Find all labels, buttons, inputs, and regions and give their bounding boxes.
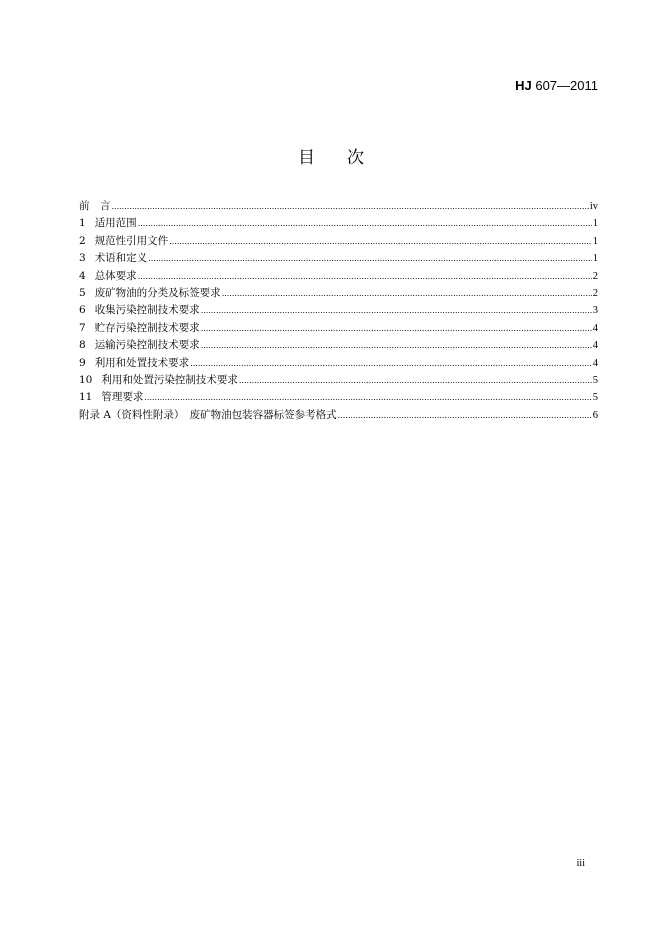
toc-entry-label: 利用和处置技术要求 (94, 356, 190, 369)
toc-entry-page: 1 (592, 235, 598, 247)
toc-entry-page: 2 (592, 270, 598, 282)
toc-entry-9[interactable] (79, 355, 598, 372)
table-of-contents (79, 198, 598, 424)
toc-entry-page: 6 (592, 409, 598, 421)
toc-entry-8[interactable] (79, 337, 598, 354)
toc-entry-label: 前 言 (79, 200, 111, 212)
toc-leader-dots (201, 337, 592, 354)
toc-entry-label: 收集污染控制技术要求 (94, 304, 200, 317)
toc-leader-dots (138, 215, 592, 232)
toc-leader-dots (112, 198, 589, 215)
toc-entry-1[interactable] (79, 215, 598, 232)
toc-entry-2[interactable] (79, 233, 598, 250)
toc-entry-label: 适用范围 (94, 217, 137, 230)
toc-entry-6[interactable] (79, 302, 598, 319)
toc-entry-number: 5 (79, 286, 86, 299)
toc-entry-number: 8 (79, 339, 86, 352)
toc-entry-number: 9 (79, 356, 86, 369)
toc-entry-11[interactable] (79, 389, 598, 406)
toc-leader-dots (138, 268, 592, 285)
toc-entry-page: 5 (592, 374, 598, 386)
toc-leader-dots (201, 302, 592, 319)
toc-entry-10[interactable] (79, 372, 598, 389)
toc-entry-page: 1 (592, 218, 598, 230)
toc-entry-number: 3 (79, 252, 86, 265)
toc-entry-label: 附录 A（资料性附录） 废矿物油包装容器标签参考格式 (79, 408, 337, 421)
toc-entry-appendix-a[interactable] (79, 407, 598, 424)
toc-entry-page: 4 (592, 357, 598, 369)
toc-entry-page: 3 (592, 305, 598, 317)
toc-entry-label: 规范性引用文件 (94, 234, 169, 247)
page-title: 目次 (298, 148, 396, 168)
toc-entry-foreword[interactable] (79, 198, 598, 215)
toc-entry-5[interactable] (79, 285, 598, 302)
toc-leader-dots (144, 389, 591, 406)
toc-entry-3[interactable] (79, 250, 598, 267)
toc-entry-page: 2 (592, 287, 598, 299)
standard-number: 607—2011 (535, 78, 598, 93)
toc-leader-dots (201, 320, 592, 337)
toc-leader-dots (169, 233, 592, 250)
toc-entry-number: 2 (79, 234, 86, 247)
toc-entry-label: 运输污染控制技术要求 (94, 339, 200, 352)
page-number: iii (576, 858, 585, 869)
toc-entry-number: 11 (79, 391, 93, 404)
toc-entry-label: 管理要求 (101, 391, 144, 404)
toc-leader-dots (239, 372, 592, 389)
toc-entry-page: 1 (592, 253, 598, 265)
toc-entry-page: 4 (592, 340, 598, 352)
toc-entry-label: 术语和定义 (94, 252, 148, 265)
toc-entry-4[interactable] (79, 268, 598, 285)
toc-entry-number: 4 (79, 269, 86, 282)
toc-leader-dots (148, 250, 592, 267)
toc-entry-page: 5 (592, 392, 598, 404)
toc-entry-label: 贮存污染控制技术要求 (94, 321, 200, 334)
toc-leader-dots (222, 285, 592, 302)
toc-entry-label: 总体要求 (94, 269, 137, 282)
toc-entry-number: 7 (79, 321, 86, 334)
toc-entry-page: 4 (592, 322, 598, 334)
toc-entry-number: 1 (79, 217, 86, 230)
standard-code: HJ (515, 78, 532, 93)
toc-entry-number: 6 (79, 304, 86, 317)
document-code-header (515, 78, 598, 93)
toc-entry-label: 废矿物油的分类及标签要求 (94, 286, 221, 299)
toc-entry-page: iv (589, 201, 598, 212)
toc-leader-dots (190, 355, 592, 372)
toc-entry-label: 利用和处置污染控制技术要求 (101, 373, 238, 386)
toc-entry-7[interactable] (79, 320, 598, 337)
toc-entry-number: 10 (79, 373, 93, 386)
toc-leader-dots (338, 407, 592, 424)
